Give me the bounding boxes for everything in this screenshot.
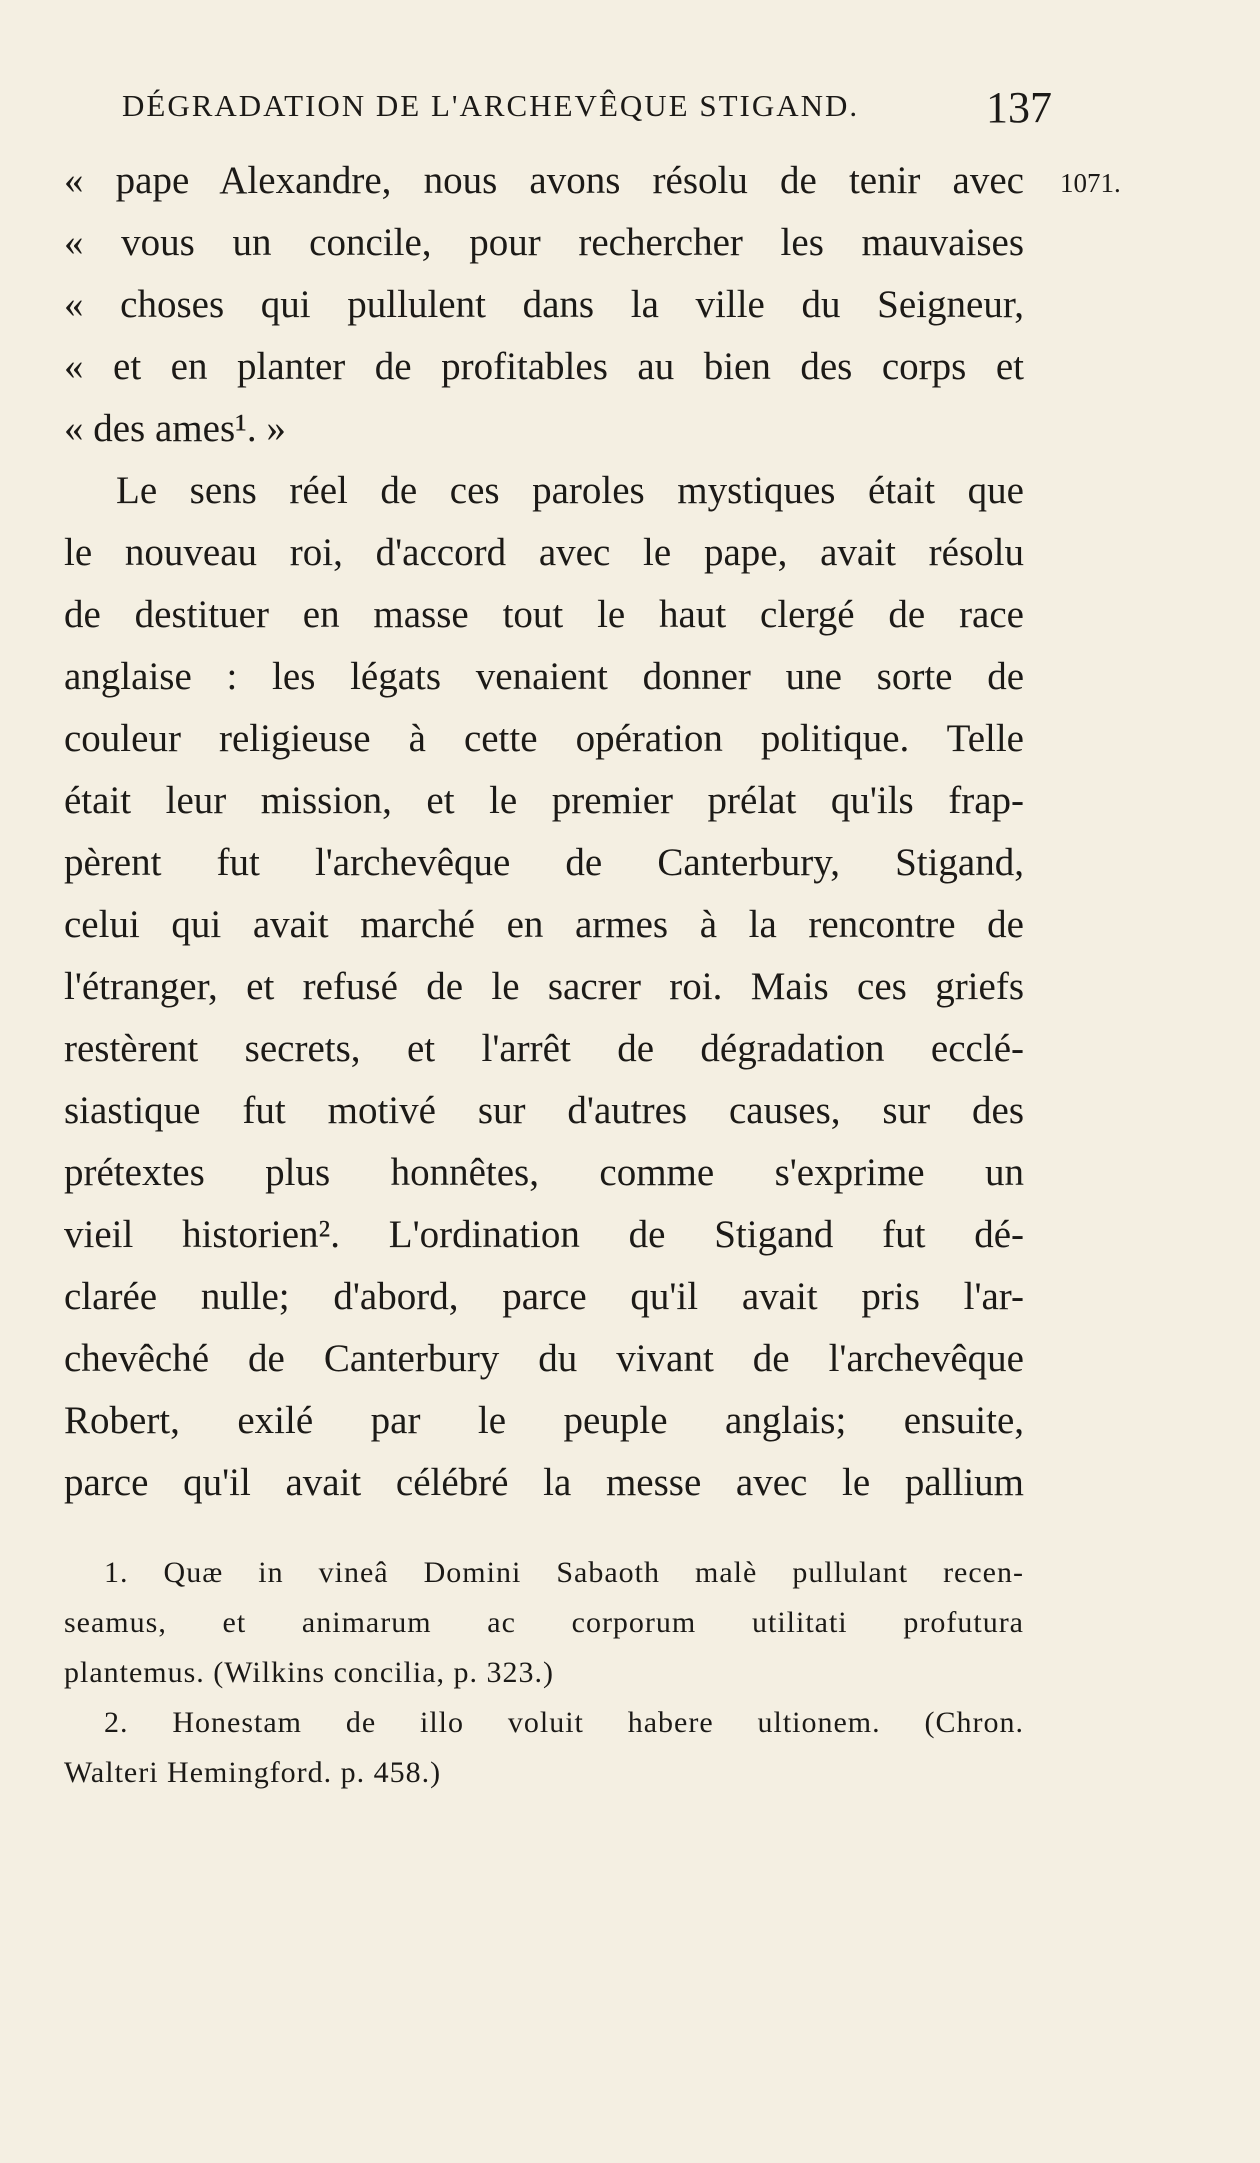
footnote-1-line: 1. Quæ in vineâ Domini Sabaoth malè pullulant recen- [104, 1556, 1024, 1589]
footnote-2-line: Walteri Hemingford. p. 458.) [64, 1756, 442, 1789]
text-line: « choses qui pullulent dans la ville du Seigneur, [64, 283, 1024, 326]
text-line: le nouveau roi, d'accord avec le pape, avait résolu [64, 531, 1024, 574]
text-line: était leur mission, et le premier prélat qu'ils frap- [64, 779, 1024, 822]
text-line: pèrent fut l'archevêque de Canterbury, Stigand, [64, 841, 1024, 884]
text-line: siastique fut motivé sur d'autres causes, sur des [64, 1089, 1024, 1132]
text-line: chevêché de Canterbury du vivant de l'archevêque [64, 1337, 1024, 1380]
text-line: « pape Alexandre, nous avons résolu de tenir avec [64, 159, 1024, 202]
text-line: l'étranger, et refusé de le sacrer roi. Mais ces griefs [64, 965, 1024, 1008]
text-line: de destituer en masse tout le haut clergé de race [64, 593, 1024, 636]
text-line: prétextes plus honnêtes, comme s'exprime un [64, 1151, 1024, 1194]
text-line: « vous un concile, pour rechercher les mauvaises [64, 221, 1024, 264]
text-line: celui qui avait marché en armes à la rencontre de [64, 903, 1024, 946]
footnote-1-line: plantemus. (Wilkins concilia, p. 323.) [64, 1656, 555, 1689]
footnote-2-line: 2. Honestam de illo voluit habere ultionem. (Chron. [104, 1706, 1024, 1739]
footnote-1-line: seamus, et animarum ac corporum utilitati profutura [64, 1606, 1024, 1639]
text-line: clarée nulle; d'abord, parce qu'il avait pris l'ar- [64, 1275, 1024, 1318]
text-line: vieil historien². L'ordination de Stigand fut dé- [64, 1213, 1024, 1256]
text-line: Robert, exilé par le peuple anglais; ensuite, [64, 1399, 1024, 1442]
text-line: anglaise : les légats venaient donner une sorte de [64, 655, 1024, 698]
footnotes [64, 1548, 1024, 1798]
text-line: parce qu'il avait célébré la messe avec le pallium [64, 1461, 1024, 1504]
page-header [122, 83, 1052, 138]
margin-year-note: 1071. [1060, 168, 1121, 198]
text-line: couleur religieuse à cette opération politique. Telle [64, 717, 1024, 760]
text-line: « des ames¹. » [64, 407, 286, 450]
text-line: restèrent secrets, et l'arrêt de dégradation ecclé- [64, 1027, 1024, 1070]
paragraph-start-line: Le sens réel de ces paroles mystiques était que [116, 469, 1024, 512]
running-head: DÉGRADATION DE L'ARCHEVÊQUE STIGAND. [122, 88, 860, 123]
body-text [64, 150, 1024, 1514]
text-line: « et en planter de profitables au bien des corps et [64, 345, 1024, 388]
page-number: 137 [986, 83, 1052, 132]
